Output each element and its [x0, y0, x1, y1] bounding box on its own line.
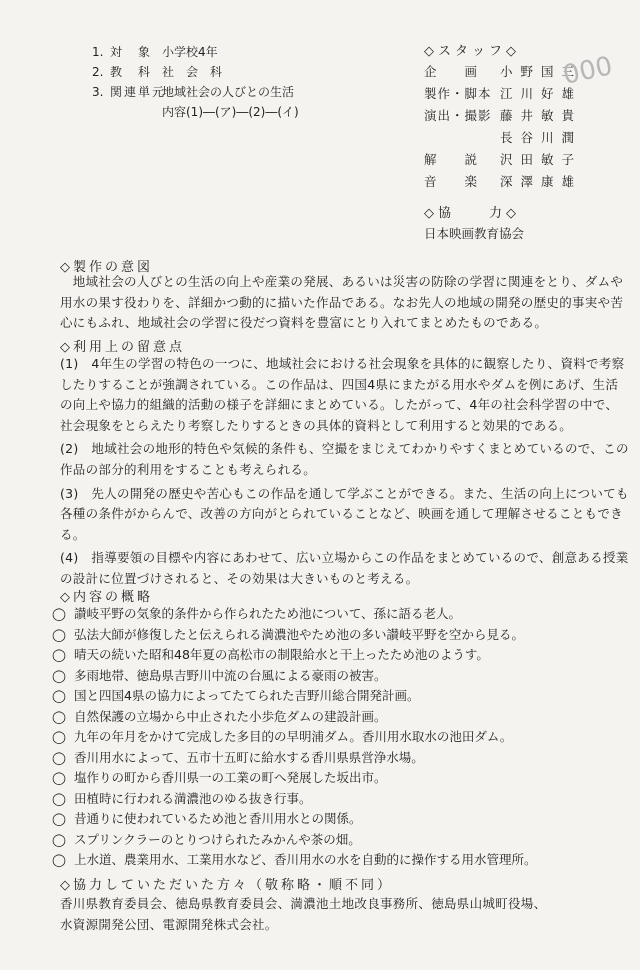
- staff-row: [424, 150, 582, 170]
- usage-line: (4) 指導要領の目標や内容にあわせて、広い立場からこの作品をまとめているので、創意ある授業: [60, 550, 629, 566]
- outline-item: [52, 850, 537, 871]
- outline-item: [52, 645, 537, 666]
- circle-bullet-icon: ◯: [52, 770, 66, 785]
- outline-item-text: 塩作りの町から香川県一の工業の町へ発展した坂出市。: [74, 770, 387, 785]
- cooperation-title: ◇協 力◇: [424, 206, 520, 221]
- staff-role: 製作・脚本: [424, 86, 492, 101]
- outline-item-text: 九年の年月をかけて完成した多目的の早明浦ダム。香川用水取水の池田ダム。: [74, 729, 513, 744]
- usage-paragraph: [60, 484, 629, 546]
- usage-line: 各種の条件がからんで、改善の方向がとられていることなど、映画を通して理解させることもでき: [60, 506, 623, 522]
- outline-item-text: スプリンクラーのとりつけられたみかんや茶の畑。: [74, 831, 361, 847]
- usage-paragraph: [60, 548, 629, 589]
- circle-bullet-icon: ◯: [52, 749, 66, 765]
- outline-item-text: 上水道、農業用水、工業用水など、香川用水の水を自動的に操作する用水管理所。: [74, 852, 537, 867]
- intent-line: 地域社会の人びとの生活の向上や産業の発展、あるいは災害の防除の学習に関連をとり、ダムや: [60, 274, 624, 289]
- intent-line: 心にもふれ、地域社会の学習に役だつ資料を豊富にとり入れてまとめたものである。: [60, 315, 548, 331]
- circle-bullet-icon: ◯: [52, 708, 66, 724]
- outline-list: [52, 604, 537, 871]
- intent-line: 用水の果す役わりを、詳細かつ動的に描いた作品である。なお先人の地域の開発の歴史的事実や苦: [60, 294, 624, 310]
- info-label: 関連単元: [110, 85, 167, 99]
- info-value: 社 会 科: [162, 65, 223, 79]
- usage-line: (2) 地域社会の地形的特色や気候的条件も、空撮をまじえてわかりやすくまとめているので、この: [60, 441, 629, 457]
- outline-item-text: 国と四国4県の協力によってたてられた吉野川総合開発計画。: [74, 688, 420, 703]
- outline-item-text: 讃岐平野の気象的条件から作られたため池について、孫に語る老人。: [74, 606, 462, 621]
- outline-item-text: 多雨地帯、徳島県吉野川中流の台風による豪雨の被害。: [74, 667, 387, 683]
- outline-item-text: 香川用水によって、五市十五町に給水する香川県県営浄水場。: [74, 749, 424, 765]
- info-row: [92, 62, 222, 82]
- circle-bullet-icon: ◯: [52, 667, 66, 683]
- outline-item-text: 晴天の続いた昭和48年夏の高松市の制限給水と干上ったため池のようす。: [74, 647, 489, 662]
- outline-item: [52, 768, 537, 789]
- info-row: [92, 42, 218, 62]
- staff-role: 音 楽: [424, 174, 479, 189]
- stamp-text: 000: [560, 51, 616, 91]
- outline-item: [52, 707, 537, 728]
- info-value: 地域社会の人びとの生活: [162, 85, 295, 99]
- circle-bullet-icon: ◯: [52, 688, 66, 703]
- usage-line: の設計に位置づけされると、その効果は大きいものと考える。: [60, 570, 419, 586]
- info-label: 対 象: [110, 45, 153, 59]
- thanks-title: ◇協力していただいた方々（敬称略・順不同）: [60, 878, 393, 893]
- outline-item-text: 自然保護の立場から中止された小歩危ダムの建設計画。: [74, 708, 387, 724]
- usage-line: したりすることが強調されている。この作品は、四国4県にまたがる用水やダムを例にあげ、生活: [60, 376, 619, 392]
- outline-item: [52, 789, 537, 810]
- staff-name: 沢田敏子: [500, 152, 583, 167]
- outline-item-text: 昔通りに使われているため池と香川用水との関係。: [74, 811, 362, 826]
- staff-row: [424, 106, 582, 126]
- usage-paragraph: [60, 439, 629, 480]
- thanks-line: 水資源開発公団、電源開発株式会社。: [60, 916, 278, 932]
- usage-title: ◇利用上の留意点: [60, 340, 185, 355]
- circle-bullet-icon: ◯: [52, 852, 66, 867]
- staff-title: ◇スタッフ◇: [424, 44, 520, 59]
- usage-text: [60, 354, 629, 593]
- info-number: 2.: [92, 65, 104, 79]
- staff-name: 藤井敏貴: [500, 108, 583, 123]
- outline-item: [52, 830, 537, 851]
- outline-item: [52, 686, 537, 707]
- usage-line: る。: [60, 526, 86, 542]
- circle-bullet-icon: ◯: [52, 790, 66, 806]
- staff-row: [424, 128, 582, 148]
- staff-name: 小野国三: [500, 64, 583, 79]
- circle-bullet-icon: ◯: [52, 606, 66, 621]
- outline-item: [52, 604, 537, 625]
- info-row: [162, 102, 299, 122]
- usage-line: 社会現象をとらえたり考察したりするときの具体的資料として利用すると効果的である。: [60, 417, 573, 433]
- thanks-text: [60, 894, 590, 935]
- staff-name: 深澤康雄: [500, 174, 583, 189]
- stamp-mark: [556, 38, 628, 94]
- staff-role: 解 説: [424, 152, 479, 167]
- intent-title: ◇製作の意図: [60, 260, 153, 275]
- info-value: 内容(1)―(ア)―(2)―(イ): [162, 105, 299, 119]
- circle-bullet-icon: ◯: [52, 647, 66, 662]
- staff-role: 演出・撮影: [424, 108, 492, 123]
- circle-bullet-icon: ◯: [52, 831, 66, 847]
- usage-line: (3) 先人の開発の歴史や苦心もこの作品を通して学ぶことができる。また、生活の向上についても: [60, 485, 629, 501]
- usage-line: 作品の部分的利用をすることも考えられる。: [60, 461, 317, 477]
- outline-item: [52, 625, 537, 646]
- info-label: 教 科: [110, 65, 153, 79]
- staff-role: 企 画: [424, 64, 479, 79]
- outline-item-text: 田植時に行われる満濃池のゆる抜き行事。: [74, 790, 312, 806]
- outline-item: [52, 809, 537, 830]
- thanks-line: 香川県教育委員会、徳島県教育委員会、満濃池土地改良事務所、徳島県山城町役場、: [60, 896, 547, 911]
- staff-name: 江川好雄: [500, 86, 583, 101]
- circle-bullet-icon: ◯: [52, 729, 66, 744]
- info-number: 1.: [92, 45, 104, 59]
- usage-paragraph: [60, 354, 625, 436]
- circle-bullet-icon: ◯: [52, 626, 66, 642]
- cooperation-value: 日本映画教育協会: [424, 226, 525, 241]
- outline-item: [52, 727, 537, 748]
- intent-text: [60, 272, 624, 334]
- info-number: 3.: [92, 85, 104, 99]
- outline-item: [52, 748, 537, 769]
- circle-bullet-icon: ◯: [52, 811, 66, 826]
- info-value: 小学校4年: [162, 45, 218, 59]
- info-row: [92, 82, 294, 102]
- usage-line: の向上や協力的組織的活動の様子を詳細にまとめている。したがって、4年の社会科学習の中で、: [60, 397, 619, 413]
- staff-name: 長谷川潤: [500, 130, 583, 145]
- staff-row: [424, 172, 582, 192]
- outline-title: ◇内容の概略: [60, 590, 153, 605]
- usage-line: (1) 4年生の学習の特色の一つに、地域社会における社会現象を具体的に観察したり、資料で考察: [60, 356, 625, 371]
- outline-item-text: 弘法大師が修復したと伝えられる満濃池やため池の多い讃岐平野を空から見る。: [74, 626, 525, 642]
- outline-item: [52, 666, 537, 687]
